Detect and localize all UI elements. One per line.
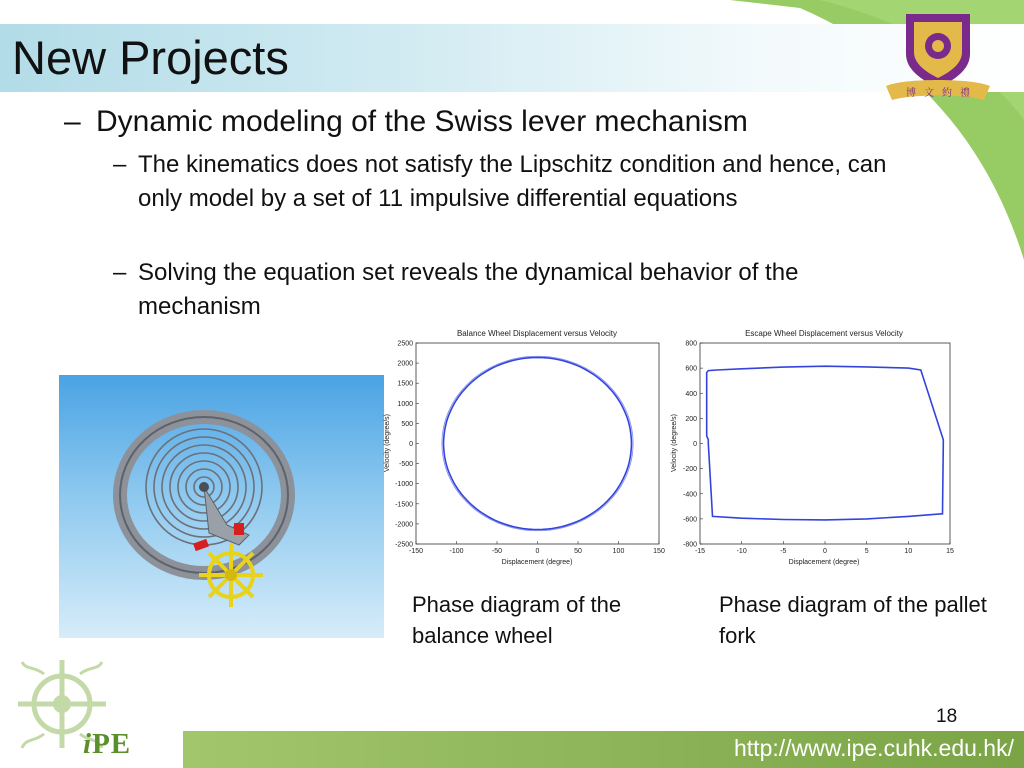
plot-area: [700, 343, 950, 544]
y-tick-label: -1500: [395, 501, 413, 509]
y-tick-label: -500: [398, 461, 413, 469]
y-tick-label: 800: [685, 340, 697, 348]
chart-title: Balance Wheel Displacement versus Velocity: [456, 329, 618, 338]
bullet-text: Dynamic modeling of the Swiss lever mechanism: [96, 105, 748, 138]
x-tick-label: 5: [864, 548, 869, 555]
chart-title: Escape Wheel Displacement versus Velocity: [745, 329, 903, 338]
x-tick-label: -5: [780, 548, 787, 555]
y-axis-label: Velocity (degree/s): [671, 414, 678, 472]
y-tick-label: 1500: [397, 380, 413, 388]
balance-wheel-phase-chart: [376, 326, 670, 570]
y-tick-label: 2000: [397, 360, 413, 368]
y-axis-label: Velocity (degree/s): [384, 414, 391, 472]
bullet-text: Solving the equation set reveals the dynamical behavior of the mechanism: [138, 259, 799, 320]
plot-area: [416, 343, 659, 544]
caption-balance-wheel: Phase diagram of the balance wheel: [412, 592, 622, 648]
x-axis-label: Displacement (degree): [788, 559, 860, 566]
x-tick-label: -15: [694, 548, 706, 555]
crest-glyph: 博: [906, 88, 916, 99]
x-tick-label: 10: [904, 548, 913, 555]
bullet-dash: –: [64, 105, 81, 138]
x-tick-label: 15: [946, 548, 954, 555]
slide-title: New Projects: [12, 31, 289, 84]
y-tick-label: -200: [682, 466, 697, 474]
y-tick-label: -800: [682, 541, 697, 549]
y-tick-label: -1000: [395, 481, 413, 489]
caption-pallet-fork: Phase diagram of the pallet fork: [719, 592, 987, 648]
logo-pe: PE: [92, 728, 132, 760]
x-tick-label: 100: [612, 548, 625, 555]
balance-wheel-image: [59, 375, 384, 638]
x-tick-label: 150: [653, 548, 665, 555]
y-tick-label: -600: [682, 516, 697, 524]
logo-i: i: [83, 728, 93, 760]
bullet-text: The kinematics does not satisfy the Lipschitz condition and hence, can only model by a set of 11 impulsive differential equations: [138, 151, 887, 212]
bullet-level2: [113, 256, 898, 324]
x-tick-label: 0: [823, 548, 827, 555]
page-number: 18: [936, 706, 958, 727]
y-tick-label: 500: [401, 420, 413, 428]
x-tick-label: -100: [449, 548, 464, 555]
y-tick-label: 400: [685, 390, 697, 398]
x-tick-label: 50: [574, 548, 582, 555]
x-tick-label: -50: [491, 548, 503, 555]
balance-wheel-illustration: [59, 375, 384, 638]
x-axis-label: Displacement (degree): [501, 559, 573, 566]
y-tick-label: -2000: [395, 521, 413, 529]
crest-glyph: 文: [924, 88, 934, 99]
x-tick-label: 0: [535, 548, 540, 555]
crest-glyph: 禮: [960, 88, 970, 99]
bullet-level2: [113, 148, 898, 216]
y-tick-label: -400: [682, 491, 697, 499]
y-tick-label: 1000: [397, 400, 413, 408]
x-tick-label: -10: [736, 548, 747, 555]
y-tick-label: 0: [409, 441, 413, 448]
escape-wheel-phase-chart: [666, 326, 960, 570]
bullet-dash: –: [113, 151, 127, 178]
x-tick-label: -150: [408, 548, 424, 555]
ipe-logo-text: [83, 728, 131, 761]
bullet-level1: [64, 104, 876, 140]
university-crest-icon: [884, 8, 992, 104]
crest-glyph: 約: [942, 88, 952, 99]
y-tick-label: 200: [685, 415, 697, 423]
bullet-dash: –: [113, 259, 127, 286]
y-tick-label: 600: [685, 365, 697, 373]
y-tick-label: 0: [693, 441, 697, 448]
y-tick-label: -2500: [395, 541, 413, 549]
footer-url-link[interactable]: http://www.ipe.cuhk.edu.hk/: [734, 735, 1014, 761]
y-tick-label: 2500: [397, 340, 413, 348]
